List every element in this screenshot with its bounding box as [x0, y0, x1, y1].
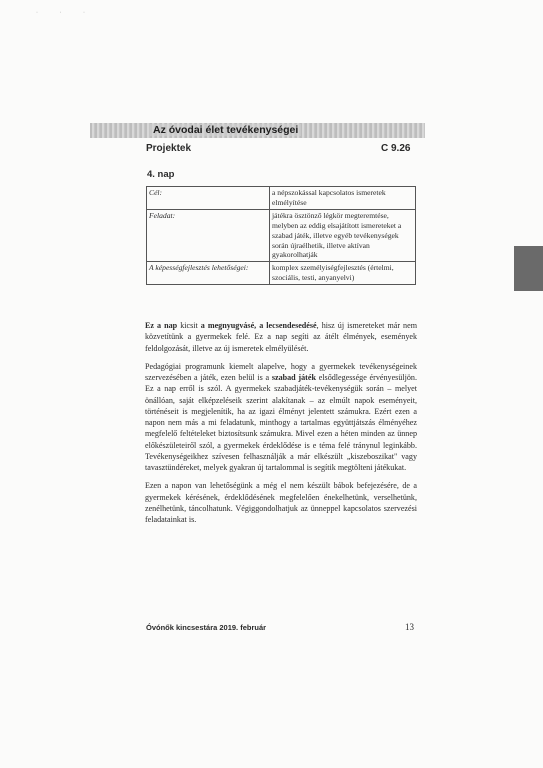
table-value: komplex személyiségfejlesztés (értelmi, szociális, testi, anyanyelvi) — [270, 262, 416, 285]
day-title: 4. nap — [147, 169, 175, 180]
paragraph — [145, 361, 417, 474]
table-row — [147, 187, 416, 210]
section-code: C 9.26 — [381, 143, 411, 154]
table-key: Feladat: — [147, 209, 270, 262]
paragraph — [145, 320, 417, 354]
paragraph-text: kicsit — [177, 321, 201, 330]
table-value: játékra ösztönző légkör megteremtése, melyben az eddig elsajátított ismereteket a szabad játék, illetve egyéb tevékenységek során újraélhetik, illetve aktívan gyakorolhatják — [270, 209, 416, 262]
footer-publication: Óvónők kincsestára 2019. február — [146, 623, 267, 632]
bold-text: szabad játék — [271, 373, 316, 382]
bold-text: a megnyugvásé, a lecsendesedésé — [200, 321, 317, 330]
section-label: Projektek — [146, 143, 192, 154]
paragraph-text: , hisz új ismereteket már nem közvetítünk a gyermekek felé. Ez a nap segíti az átélt élmények, események feldolgozását, illetve az új ismeretek elmélyülését. — [145, 321, 417, 353]
table-row — [147, 262, 416, 285]
paragraph-text: Ezen a napon van lehetőségünk a még el nem készült bábok befejezésére, de a gyermekek kérésének, érdeklődésének megfelelően énekelhetünk, verselhetünk, zenélhetünk, táncolhatunk. Végiggondolhatjuk az ünneppel kapcsolatos szervezési feladatainkat is. — [145, 481, 417, 524]
bold-text: Ez a nap — [145, 321, 178, 330]
paragraph — [145, 480, 417, 525]
table-key: Cél: — [147, 187, 270, 210]
table-value: a népszokással kapcsolatos ismeretek elmélyítése — [270, 187, 416, 210]
table-key: A képességfejlesztés lehetőségei: — [147, 262, 270, 285]
page-number: 13 — [405, 622, 414, 632]
paragraph-text: Pedagógiai programunk kiemelt alapelve, hogy a gyermekek tevékenységeinek szervezésében a játék, ezen belül is a — [145, 361, 417, 382]
chapter-title: Az óvodai élet tevékenységei — [150, 124, 301, 136]
scan-specks: · · · — [36, 10, 95, 16]
side-tab-marker — [514, 246, 543, 291]
info-table — [146, 186, 416, 285]
body-text — [145, 320, 417, 532]
table-row — [147, 209, 416, 262]
paragraph-text: elsődlegessége érvényesüljön. Ez a nap erről is szól. A gyermekek szabadjáték-tevékenységük során – melyet önállóan, saját elképzeléseik szerint alakítanak – az elmúlt napok eseményeit, történéseit is megjelenítik, ha az igazi élményt jelentett számukra. Ezért ezen a napon nem más a mi feladatunk, minthogy a tartalmas együttjátszás élményéhez megfelelő feltételeket biztosítsunk számukra. Mivel ezen a héten minden az ünnep előkészületeiről szól, a gyermekek érdeklődése is e téma felé tránynul leginkább. Tevékenységeikhez szívesen felhasználják a már elkészült „kiszeboszikat" vagy tavasztündéreket, melyek gyakran új tartalommal is segítik megtölteni játékukat. — [145, 373, 417, 472]
